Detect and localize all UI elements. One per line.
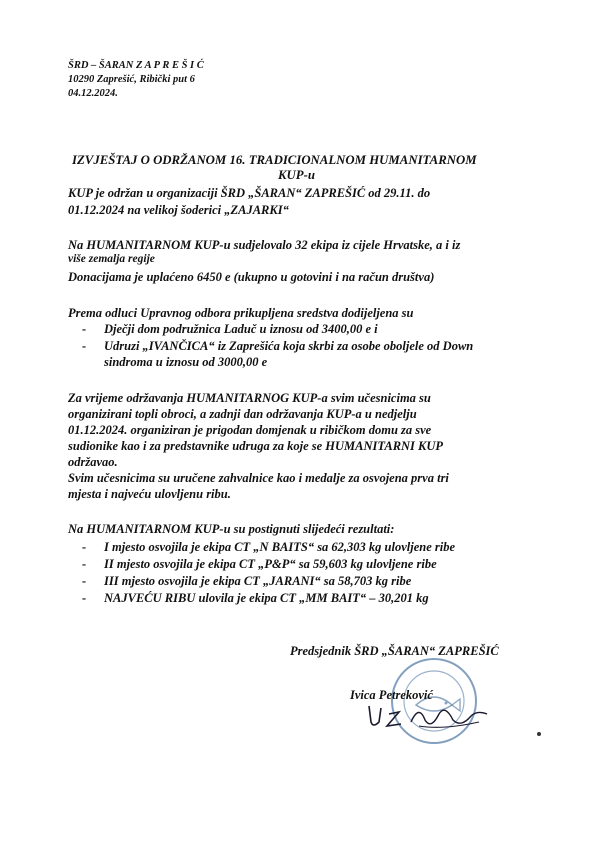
meals-line2: organizirani topli obroci, a zadnji dan održavanja KUP-a u nedjelju: [68, 407, 417, 421]
intro-line1: KUP je održan u organizaciji ŠRD „ŠARAN“ ZAPREŠIĆ od 29.11. do: [68, 186, 431, 200]
meals-line3: 01.12.2024. organiziran je prigodan domjenak u ribičkom domu za sve: [68, 423, 432, 437]
participation-line1: Na HUMANITARNOM KUP-u sudjelovalo 32 ekipa iz cijele Hrvatske, a i iz: [68, 238, 461, 252]
meals-line7: mjesta i najveću ulovljenu ribu.: [68, 487, 231, 501]
org-name: ŠRD – ŠARAN Z A P R E Š I Ć: [68, 60, 204, 71]
meals-line6: Svim učesnicima su uručene zahvalnice kao i medalje za osvojena prva tri: [68, 471, 449, 485]
donation-line: Donacijama je uplaćeno 6450 e (ukupno u gotovini i na račun društva): [68, 270, 435, 284]
allocation-item-2-line1: Udruzi „IVANČICA“ iz Zaprešića koja skrbi za osobe oboljele od Down: [104, 339, 474, 353]
signature-role: Predsjednik ŠRD „ŠARAN“ ZAPREŠIĆ: [290, 644, 499, 658]
ink-dot: [537, 732, 541, 736]
report-title-line1: IZVJEŠTAJ O ODRŽANOM 16. TRADICIONALNOM HUMANITARNOM: [72, 153, 477, 167]
allocation-intro: Prema odluci Upravnog odbora prikupljena sredstva dodijeljena su: [68, 306, 414, 320]
result-bullet-3: -: [82, 574, 87, 588]
result-item-1: I mjesto osvojila je ekipa CT „N BAITS“ sa 62,303 kg ulovljene ribe: [104, 540, 456, 554]
meals-line1: Za vrijeme održavanja HUMANITARNOG KUP-a svim učesnicima su: [68, 391, 431, 405]
result-bullet-4: -: [82, 591, 87, 605]
document-date: 04.12.2024.: [68, 88, 118, 99]
result-item-3: III mjesto osvojila je ekipa CT „JARANI“ sa 58,703 kg ribe: [104, 574, 412, 588]
allocation-bullet-1: -: [82, 322, 87, 336]
result-bullet-1: -: [82, 540, 87, 554]
result-bullet-2: -: [82, 557, 87, 571]
allocation-item-2-line2: sindroma u iznosu od 3000,00 e: [104, 355, 268, 369]
meals-line4: sudionike kao i za predstavnike udruga za koje se HUMANITARNI KUP: [68, 439, 444, 453]
signatory-name: Ivica Petreković: [350, 688, 433, 702]
report-title-line2: KUP-u: [278, 168, 315, 182]
intro-line2: 01.12.2024 na velikoj šoderici „ZAJARKI“: [68, 203, 289, 217]
org-address: 10290 Zaprešić, Ribički put 6: [68, 74, 195, 85]
result-item-4: NAJVEĆU RIBU ulovila je ekipa CT „MM BAIT“ – 30,201 kg: [104, 591, 429, 605]
handwritten-signature: [363, 700, 493, 734]
results-intro: Na HUMANITARNOM KUP-u su postignuti slijedeći rezultati:: [68, 522, 395, 536]
allocation-item-1: Dječji dom podružnica Laduč u iznosu od 3400,00 e i: [104, 322, 378, 336]
result-item-2: II mjesto osvojila je ekipa CT „P&P“ sa 59,603 kg ulovljene ribe: [104, 557, 437, 571]
participation-line2: više zemalja regije: [68, 253, 155, 265]
meals-line5: održavao.: [68, 455, 118, 469]
allocation-bullet-2: -: [82, 339, 87, 353]
